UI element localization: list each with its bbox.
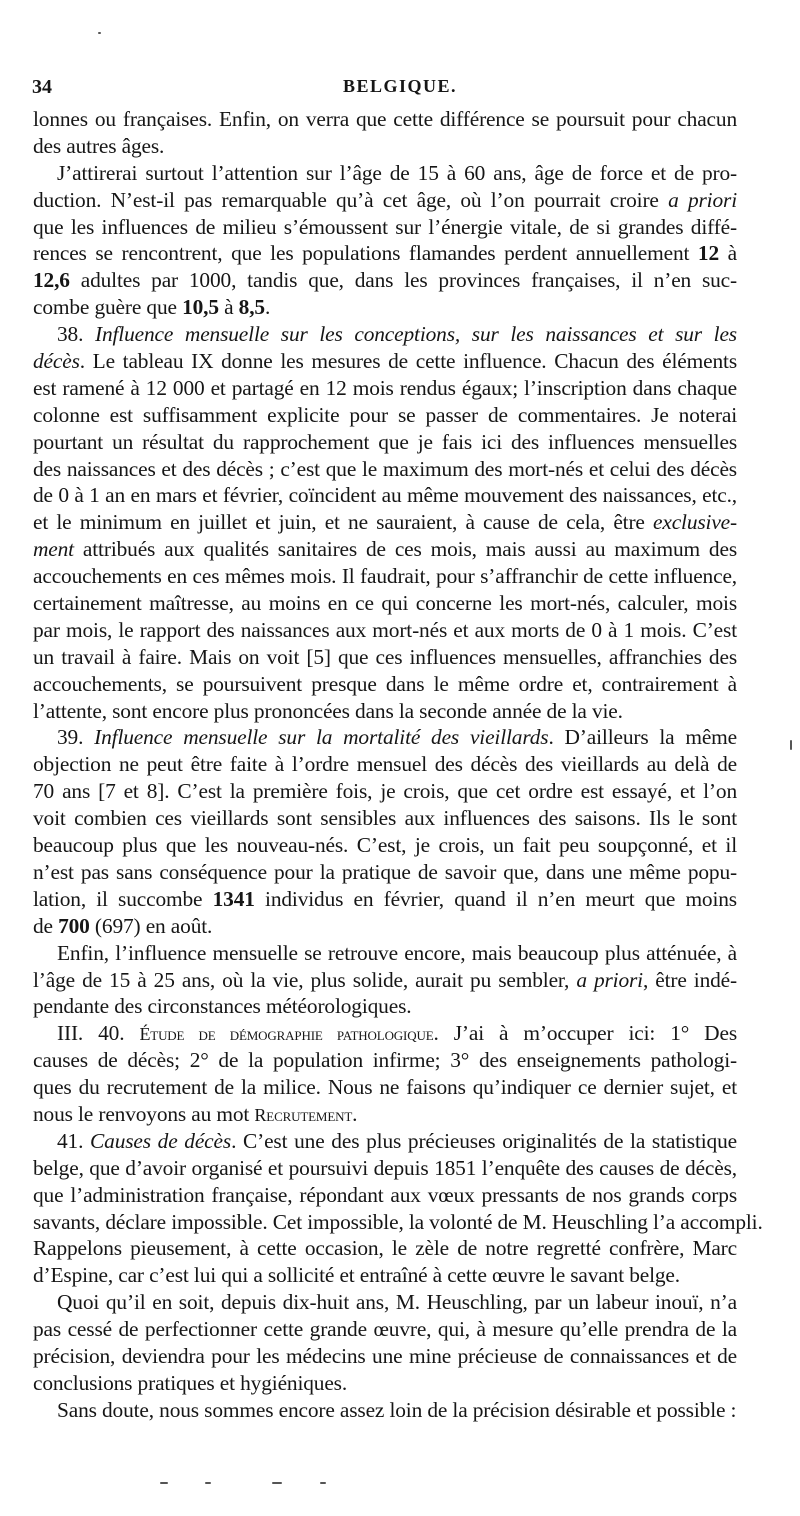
text-run: n’est pas sans conséquence pour la pratique de savoir que, dans une même popu- [33, 859, 737, 884]
scan-speck [205, 1482, 211, 1484]
text-run: est ramené à 12 000 et partagé en 12 mois rendus égaux; l’inscription dans chaque [33, 375, 737, 400]
text-line [33, 106, 737, 133]
text-run: ment [33, 537, 74, 562]
text-line [33, 133, 737, 160]
text-run: . J’ai à m’occuper ici: 1° Des [433, 1021, 737, 1046]
text-line [33, 805, 737, 832]
text-run: de [33, 913, 59, 938]
text-line [33, 1235, 737, 1262]
text-run: individus en février, quand il n’en meurt que moins [254, 886, 737, 911]
text-line [33, 967, 737, 994]
text-run: précision, deviendra pour les médecins une mine précieuse de connaissances et de [33, 1343, 737, 1368]
text-run: que les influences de milieu s’émoussent sur l’énergie vitale, de si grandes diffé- [33, 214, 737, 239]
text-line [33, 402, 737, 429]
text-run: (697) en août. [89, 913, 213, 938]
text-line [33, 1343, 737, 1370]
text-line [33, 778, 737, 805]
text-line [33, 348, 737, 375]
scan-speck [272, 1482, 282, 1484]
text-run: savants, déclare impossible. Cet impossible, la volonté de M. Heuschling l’a accompli. [33, 1209, 763, 1234]
text-line [33, 698, 737, 725]
text-line [33, 617, 737, 644]
text-line [33, 1316, 737, 1343]
text-run: beaucoup plus que les nouveau-nés. C’est, je crois, un fait peu soupçonné, et il [33, 833, 737, 858]
text-run: de 0 à 1 an en mars et février, coïncident au même mouvement des naissances, etc., [33, 483, 737, 508]
text-line [33, 240, 737, 267]
text-line [33, 724, 737, 751]
text-run: Quoi qu’il en soit, depuis dix-huit ans, M. Heuschling, par un labeur inouï, n’a [57, 1290, 737, 1315]
text-line [33, 1074, 737, 1101]
text-run: causes de décès; 2° de la population infirme; 3° des enseignements pathologi- [33, 1048, 737, 1073]
text-run: Sans doute, nous sommes encore assez loin de la précision désirable et possible : [57, 1397, 737, 1422]
text-line [33, 187, 737, 214]
text-run: J’attirerai surtout l’attention sur l’âge de 15 à 60 ans, âge de force et de pro- [57, 160, 737, 185]
text-run: accouchements, se poursuivent presque dans le même ordre et, contrairement à [33, 671, 737, 696]
text-line [33, 214, 737, 241]
text-line [33, 1262, 737, 1289]
text-run: pendante des circonstances météorologiques. [33, 994, 412, 1019]
text-run: lonnes ou françaises. Enfin, on verra que cette différence se poursuit pour chacun [33, 107, 737, 131]
text-run: des autres âges. [33, 133, 165, 158]
text-run: Enfin, l’influence mensuelle se retrouve encore, mais beaucoup plus atténuée, à [57, 940, 737, 965]
text-run: . [352, 1101, 358, 1126]
text-run: à [218, 295, 239, 320]
text-line [33, 1209, 763, 1236]
text-run: attribués aux qualités sanitaires de ces mois, mais aussi au maximum des [73, 537, 737, 562]
text-run: Causes de décès [90, 1128, 232, 1153]
text-run: colonne est suffisamment explicite pour se passer de commentaires. Je noterai [33, 402, 737, 427]
text-line [33, 940, 737, 967]
text-run: voit combien ces vieillards sont sensibles aux influences des saisons. Ils le sont [33, 806, 737, 831]
text-run: et le minimum en juillet et juin, et ne sauraient, à cause de cela, être [33, 510, 653, 535]
body-text [33, 106, 763, 1424]
text-run: accouchements en ces mêmes mois. Il faudrait, pour s’affranchir de cette influence, [33, 564, 737, 589]
text-line [33, 913, 737, 940]
text-run: . [264, 295, 271, 320]
text-run: décès [33, 349, 80, 374]
text-run: Rappelons pieusement, à cette occasion, le zèle de notre regretté confrère, Marc [33, 1236, 737, 1261]
text-run: III. 40. [57, 1021, 140, 1046]
text-run: Recrutement [254, 1104, 353, 1125]
text-line [33, 751, 737, 778]
text-line [33, 375, 737, 402]
text-line [33, 482, 737, 509]
text-run: que l’administration française, répondant aux vœux pressants de nos grands corps [33, 1182, 737, 1207]
text-run: 12,6 [33, 268, 70, 293]
text-run: . C’est une des plus précieuses originalités de la statistique [231, 1128, 737, 1153]
text-run: 39. [57, 725, 95, 750]
page-number: 34 [32, 76, 52, 98]
text-run: . D’ailleurs la même [548, 725, 737, 750]
text-run: l’attente, sont encore plus prononcées dans la seconde année de la vie. [33, 698, 623, 723]
text-line [33, 321, 737, 348]
text-line [33, 267, 737, 294]
text-run: adultes par 1000, tandis que, dans les provinces françaises, il n’en suc- [69, 268, 737, 293]
text-run: l’âge de 15 à 25 ans, où la vie, plus solide, aurait pu sembler, [33, 967, 577, 992]
text-run: 10,5 [182, 295, 219, 320]
text-run: ques du recrutement de la milice. Nous ne faisons qu’indiquer ce dernier sujet, et [33, 1075, 737, 1100]
text-line [33, 429, 737, 456]
text-line [33, 993, 737, 1020]
text-run: 12 [697, 241, 720, 266]
text-run: 41. [57, 1128, 91, 1153]
text-line [33, 294, 737, 321]
text-line [33, 859, 737, 886]
text-run: d’Espine, car c’est lui qui a sollicité et entraîné à cette œuvre le savant belge. [33, 1263, 680, 1288]
text-run: nous le renvoyons au mot [33, 1101, 255, 1126]
text-run: à [719, 241, 737, 266]
scan-speck [160, 1482, 168, 1484]
scan-speck [790, 740, 792, 750]
text-run: Étude de démographie pathologique [139, 1024, 434, 1045]
text-run: combe guère que [33, 295, 183, 320]
text-run: . Le tableau IX donne les mesures de cette influence. Chacun des éléments [79, 349, 737, 374]
text-line [33, 536, 737, 563]
text-run: par mois, le rapport des naissances aux mort-nés et aux morts de 0 à 1 mois. C’est [33, 617, 737, 642]
text-run: des naissances et des décès ; c’est que le maximum des mort-nés et celui des décès [33, 456, 737, 481]
text-run: lation, il succombe [33, 886, 213, 911]
text-run: belge, que d’avoir organisé et poursuivi depuis 1851 l’enquête des causes de décès, [33, 1155, 737, 1180]
running-head [32, 76, 768, 106]
text-line [33, 1397, 737, 1424]
text-run: pourtant un résultat du rapprochement que je fais ici des influences mensuelles [33, 429, 737, 454]
scan-speck [320, 1482, 326, 1484]
text-line [33, 563, 737, 590]
text-line [33, 1289, 737, 1316]
text-run: 8,5 [238, 295, 265, 320]
text-line [33, 509, 737, 536]
text-run: un travail à faire. Mais on voit [5] que ces influences mensuelles, affranchies des [33, 644, 737, 669]
text-run: rences se rencontrent, que les populations flamandes perdent annuellement [33, 241, 698, 266]
text-line [33, 160, 737, 187]
text-line [33, 1020, 737, 1047]
text-run: 1341 [212, 886, 255, 911]
text-line [33, 590, 737, 617]
text-line [33, 832, 737, 859]
text-line [33, 671, 737, 698]
text-run: 70 ans [7 et 8]. C’est la première fois, je crois, que cet ordre est essayé, et l’on [33, 779, 737, 804]
text-run: pas cessé de perfectionner cette grande œuvre, qui, à mesure qu’elle prendra de la [33, 1317, 737, 1342]
text-line [33, 1128, 737, 1155]
text-run: conclusions pratiques et hygiéniques. [33, 1370, 348, 1395]
text-run: objection ne peut être faite à l’ordre mensuel des décès des vieillards au delà de [33, 752, 737, 777]
text-run: duction. N’est-il pas remarquable qu’à cet âge, où l’on pourrait croire [33, 187, 669, 212]
running-title: BELGIQUE. [342, 76, 458, 96]
text-run: 38. [57, 322, 95, 347]
text-line [33, 456, 737, 483]
text-run: a priori [668, 187, 737, 212]
text-line [33, 1047, 737, 1074]
text-line [33, 644, 737, 671]
text-run: a priori [576, 967, 643, 992]
text-run: Influence mensuelle sur la mortalité des vieillards [94, 725, 549, 750]
text-run: , être indé- [642, 967, 737, 992]
text-line [33, 1370, 737, 1397]
text-line [33, 1101, 737, 1128]
text-line [33, 1182, 737, 1209]
text-line [33, 886, 737, 913]
scan-speck [98, 32, 101, 34]
text-run: exclusive- [653, 510, 737, 535]
text-run: 700 [58, 913, 90, 938]
text-run: Influence mensuelle sur les conceptions, sur les naissances et sur les [94, 322, 737, 347]
text-run: certainement maîtresse, au moins en ce qui concerne les mort-nés, calculer, mois [33, 591, 737, 616]
text-line [33, 1155, 737, 1182]
